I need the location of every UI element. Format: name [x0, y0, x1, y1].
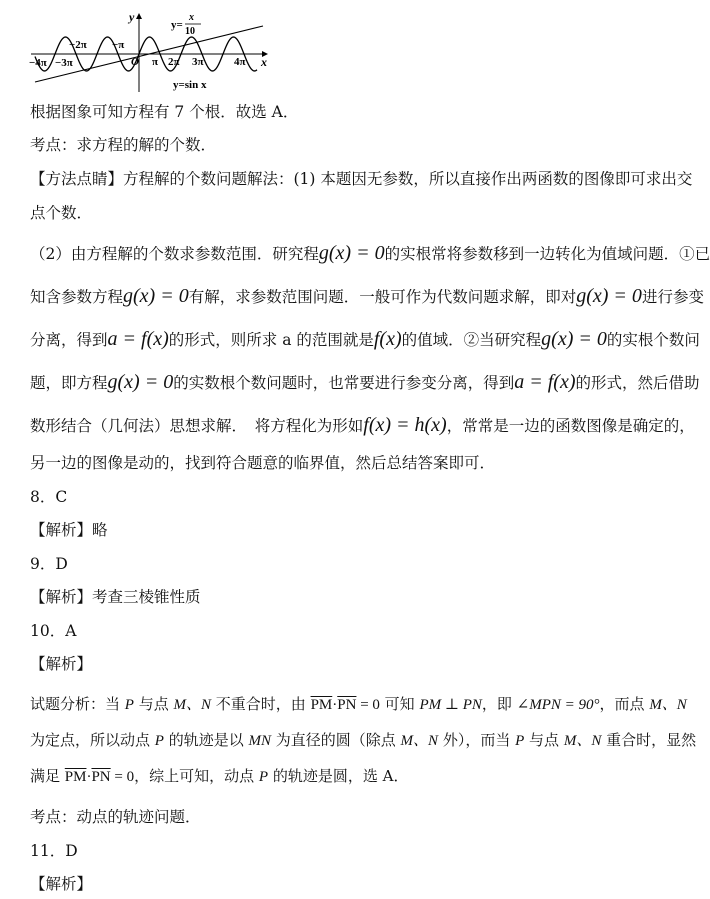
- answer-q9: 9．D: [30, 555, 68, 573]
- formula-g-x-eq-0: g(x) = 0: [576, 285, 642, 307]
- vector-pn: $\overline{PN}$: [337, 697, 357, 713]
- text-line-method-1: 【方法点睛】方程解的个数问题解法：(1) 本题因无参数，所以直接作出两函数的图像即可求出交: [30, 170, 693, 188]
- answer-q8: 8．C: [30, 488, 68, 506]
- tick-neg2pi: −2π: [69, 39, 87, 51]
- vector-pm: $\overline{PM}$: [310, 697, 333, 713]
- formula-a-eq-f-x: a = f(x): [107, 328, 169, 350]
- axis-y-label: y: [129, 10, 135, 24]
- analysis-q9: 【解析】考查三棱锥性质: [30, 588, 201, 606]
- sine-label: y=sin x: [173, 79, 207, 91]
- tick-pi: π: [152, 56, 159, 68]
- text-line-method-3: （2）由方程解的个数求参数范围．研究程g(x) = 0的实根常将参数移到一边转化为值域问题．①已: [30, 242, 710, 264]
- analysis-q8: 【解析】略: [30, 521, 108, 539]
- tick-negpi: −π: [112, 39, 125, 51]
- tick-3pi: 3π: [192, 56, 204, 68]
- tick-neg3pi: −3π: [55, 57, 73, 69]
- text-line-method-6: 题，即方程g(x) = 0的实数根个数问题时，也常要进行参变分离，得到a = f(x)的形式，然后借助: [30, 371, 700, 393]
- text-line-method-7: 数形结合（几何法）思想求解． 将方程化为形如f(x) = h(x)，常常是一边的函数图像是确定的，: [30, 414, 695, 436]
- axis-x-label: x: [261, 55, 267, 69]
- origin-label: O: [131, 56, 139, 68]
- function-graph: [25, 8, 285, 96]
- formula-a-eq-f-x: a = f(x): [514, 371, 576, 393]
- tick-2pi: 2π: [168, 56, 180, 68]
- formula-g-x-eq-0: g(x) = 0: [541, 328, 607, 350]
- analysis-q10-line-2: 为定点，所以动点 P 的轨迹是以 MN 为直径的圆（除点 M、N 外），而当 P 与点 M、N 重合时，显然: [30, 731, 697, 749]
- tick-neg4pi: −4π: [29, 57, 47, 69]
- line-label-den: 10: [185, 26, 195, 37]
- formula-g-x-eq-0: g(x) = 0: [318, 242, 385, 264]
- line-label-num: x: [189, 12, 194, 23]
- answer-q11: 11．D: [30, 842, 78, 860]
- text-line-method-4: 知含参数方程g(x) = 0有解，求参数范围问题．一般可作为代数问题求解，即对g(x) = 0进行参变: [30, 285, 704, 307]
- text-line-kaodian-1: 考点：求方程的解的个数．: [30, 136, 217, 154]
- line-label-prefix: y=: [171, 19, 183, 31]
- analysis-q10-line-3: 满足 $\overline{PM}\cdot\overline{PN} = 0$，综上可知，动点 P 的轨迹是圆，选 A．: [30, 767, 409, 785]
- tick-4pi: 4π: [234, 56, 246, 68]
- answer-q10: 10．A: [30, 622, 77, 640]
- formula-g-x-eq-0: g(x) = 0: [107, 371, 174, 393]
- text-line-roots: 根据图象可知方程有 7 个根．故选 A．: [30, 103, 299, 121]
- formula-g-x-eq-0: g(x) = 0: [123, 285, 189, 307]
- formula-f-x: f(x): [373, 328, 402, 350]
- analysis-q10-line-1: 试题分析：当 P 与点 M、N 不重合时，由 $\overline{PM}\cdot\overline{PN} = 0$ 可知 PM ⊥ PN，即 ∠MPN = 90°，而点 M、N: [30, 695, 687, 713]
- text-line-method-2: 点个数．: [30, 204, 93, 222]
- formula-f-x-eq-h-x: f(x) = h(x): [363, 414, 447, 436]
- analysis-q10-heading: 【解析】: [30, 655, 93, 673]
- text-line-method-5: 分离，得到a = f(x)的形式，则所求 a 的范围就是f(x)的值域．②当研究程g(x) = 0的实根个数问: [30, 328, 700, 350]
- analysis-q10-kaodian: 考点：动点的轨迹问题．: [30, 808, 201, 826]
- analysis-q11-heading: 【解析】: [30, 875, 93, 893]
- text-line-method-8: 另一边的图像是动的，找到符合题意的临界值，然后总结答案即可．: [30, 454, 496, 472]
